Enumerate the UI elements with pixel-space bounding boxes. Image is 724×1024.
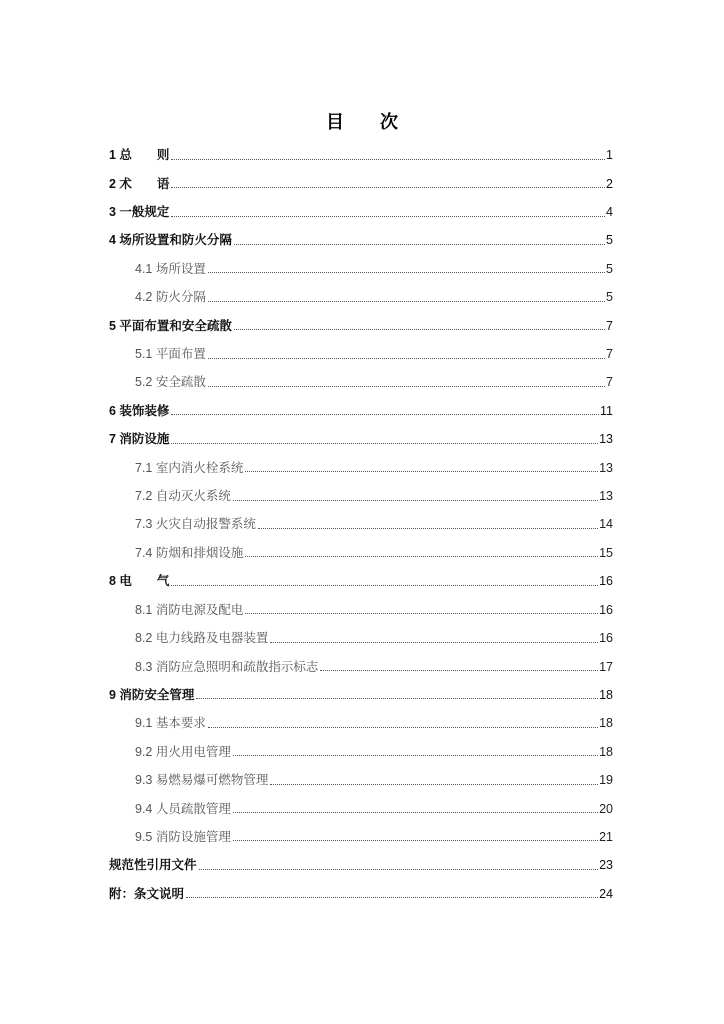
toc-subentry[interactable]	[109, 340, 613, 368]
toc-entry-label: 5 平面布置和安全疏散	[109, 318, 232, 333]
toc-entry-label: 9 消防安全管理	[109, 687, 195, 702]
toc-entry-label: 8.1 消防电源及配电	[135, 602, 244, 617]
toc-entry-label: 8.3 消防应急照明和疏散指示标志	[135, 659, 319, 674]
dot-leader	[171, 443, 598, 444]
toc-entry-label: 5.2 安全疏散	[135, 375, 206, 390]
toc-entry[interactable]	[109, 226, 613, 254]
toc-entry-page: 11	[600, 403, 613, 418]
toc-subentry[interactable]	[109, 709, 613, 737]
dot-leader	[199, 869, 599, 870]
toc-entry[interactable]	[109, 880, 613, 908]
dot-leader	[234, 329, 605, 330]
toc-entry-label: 7.3 火灾自动报警系统	[135, 517, 256, 532]
toc-entry[interactable]	[109, 311, 613, 339]
toc-entry-label: 3 一般规定	[109, 205, 170, 220]
toc-entry-page: 7	[606, 375, 613, 390]
toc-entry-label: 4.2 防火分隔	[135, 290, 206, 305]
toc-subentry[interactable]	[109, 283, 613, 311]
dot-leader	[171, 216, 605, 217]
toc-entry-label: 9.3 易燃易爆可燃物管理	[135, 773, 269, 788]
toc-entry-page: 5	[606, 261, 613, 276]
toc-entry-label: 7 消防设施	[109, 432, 170, 447]
toc-subentry[interactable]	[109, 766, 613, 794]
toc-entry-label: 附：条文说明	[109, 886, 185, 901]
toc-entry-label: 8 电 气	[109, 574, 170, 589]
dot-leader	[233, 812, 598, 813]
toc-entry-page: 21	[599, 829, 613, 844]
dot-leader	[245, 556, 598, 557]
toc-entry-label: 9.5 消防设施管理	[135, 829, 231, 844]
dot-leader	[234, 244, 605, 245]
toc-entry-page: 23	[599, 858, 613, 873]
toc-entry-label: 4 场所设置和防火分隔	[109, 233, 232, 248]
dot-leader	[245, 613, 598, 614]
toc-entry-page: 13	[599, 432, 613, 447]
toc-subentry[interactable]	[109, 738, 613, 766]
toc-entry[interactable]	[109, 681, 613, 709]
dot-leader	[196, 698, 598, 699]
toc-entry-label: 规范性引用文件	[109, 858, 197, 873]
toc-entry-page: 5	[606, 233, 613, 248]
dot-leader	[208, 358, 605, 359]
toc-entry-label: 9.4 人员疏散管理	[135, 801, 231, 816]
toc-entry-label: 7.4 防烟和排烟设施	[135, 545, 244, 560]
toc-subentry[interactable]	[109, 368, 613, 396]
toc-entry-label: 6 装饰装修	[109, 403, 170, 418]
dot-leader	[245, 471, 598, 472]
toc-entry[interactable]	[109, 425, 613, 453]
toc-subentry[interactable]	[109, 453, 613, 481]
toc-subentry[interactable]	[109, 255, 613, 283]
toc-entry-label: 9.1 基本要求	[135, 716, 206, 731]
toc-entry[interactable]	[109, 851, 613, 879]
toc-entry-page: 5	[606, 290, 613, 305]
toc-entry-label: 7.2 自动灭火系统	[135, 489, 231, 504]
toc-entry-page: 13	[599, 489, 613, 504]
table-of-contents	[109, 141, 613, 908]
dot-leader	[208, 272, 605, 273]
toc-subentry[interactable]	[109, 539, 613, 567]
dot-leader	[258, 528, 598, 529]
dot-leader	[171, 187, 605, 188]
toc-entry-label: 8.2 电力线路及电器装置	[135, 631, 269, 646]
dot-leader	[171, 159, 605, 160]
toc-entry-page: 7	[606, 347, 613, 362]
toc-entry-page: 15	[599, 545, 613, 560]
toc-entry-page: 4	[606, 205, 613, 220]
toc-entry[interactable]	[109, 169, 613, 197]
dot-leader	[270, 642, 598, 643]
toc-entry-page: 14	[599, 517, 613, 532]
toc-entry-label: 5.1 平面布置	[135, 347, 206, 362]
dot-leader	[233, 840, 598, 841]
toc-entry[interactable]	[109, 567, 613, 595]
toc-entry-page: 18	[599, 744, 613, 759]
toc-entry-page: 7	[606, 318, 613, 333]
toc-entry-page: 18	[599, 687, 613, 702]
toc-entry-page: 2	[606, 176, 613, 191]
toc-subentry[interactable]	[109, 596, 613, 624]
toc-subentry[interactable]	[109, 624, 613, 652]
toc-entry-page: 1	[606, 148, 613, 163]
dot-leader	[233, 755, 598, 756]
dot-leader	[270, 784, 598, 785]
toc-subentry[interactable]	[109, 823, 613, 851]
toc-entry-label: 2 术 语	[109, 176, 170, 191]
toc-entry[interactable]	[109, 141, 613, 169]
toc-subentry[interactable]	[109, 652, 613, 680]
dot-leader	[208, 301, 605, 302]
toc-entry-label: 7.1 室内消火栓系统	[135, 460, 244, 475]
toc-entry-page: 19	[599, 773, 613, 788]
dot-leader	[171, 414, 599, 415]
dot-leader	[320, 670, 598, 671]
toc-entry-page: 16	[599, 602, 613, 617]
toc-entry[interactable]	[109, 397, 613, 425]
toc-entry-label: 4.1 场所设置	[135, 261, 206, 276]
toc-entry-label: 1 总 则	[109, 148, 170, 163]
dot-leader	[171, 585, 598, 586]
dot-leader	[186, 897, 598, 898]
toc-entry-page: 16	[599, 574, 613, 589]
toc-entry-label: 9.2 用火用电管理	[135, 744, 231, 759]
dot-leader	[208, 727, 598, 728]
toc-entry-page: 18	[599, 716, 613, 731]
toc-subentry[interactable]	[109, 794, 613, 822]
toc-subentry[interactable]	[109, 510, 613, 538]
toc-entry-page: 24	[599, 886, 613, 901]
toc-entry-page: 17	[599, 659, 613, 674]
toc-entry[interactable]	[109, 198, 613, 226]
toc-entry-page: 16	[599, 631, 613, 646]
page-title: 目 次	[326, 112, 398, 132]
dot-leader	[208, 386, 605, 387]
dot-leader	[233, 500, 598, 501]
toc-subentry[interactable]	[109, 482, 613, 510]
toc-entry-page: 13	[599, 460, 613, 475]
toc-entry-page: 20	[599, 801, 613, 816]
